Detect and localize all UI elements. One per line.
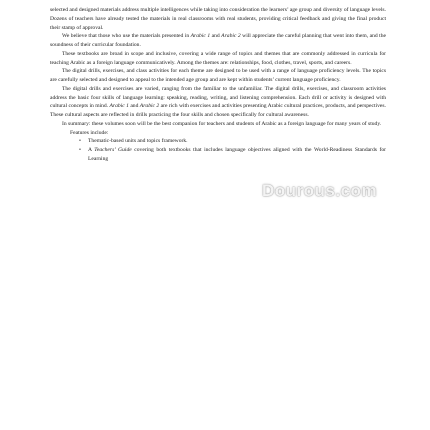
feature-list [50,137,386,163]
text-run: and [128,103,140,110]
feature-item [50,137,386,146]
watermark: Dourous.com [262,181,378,200]
italic-text: Arabic 2 [139,103,160,110]
italic-text: Arabic 1 [190,33,211,40]
text-run: In summary: these volumes soon will be the best companion for teachers and students of Arabic as a foreign language for many years of study. [62,120,382,127]
text-column [50,6,386,164]
italic-text: Teachers’ Guide [94,147,132,153]
paragraph [50,32,386,50]
text-run: covering both textbooks that includes language objectives aligned with the World-Readiness Standards for Learning [88,147,386,162]
italic-text: Arabic 2 [221,33,241,40]
text-run: A [88,147,95,153]
paragraph [50,120,386,129]
text-run: The digital drills, exercises, and class activities for each theme are designed to be used with a range of language proficiency levels. The topics are carefully selected and designed to appeal to the intended age group and are kept within students’ current language proficiency. [50,68,386,83]
text-run: and [210,33,222,40]
paragraph [50,85,386,120]
text-run: These textbooks are broad in scope and inclusive, covering a wide range of topics and themes that are commonly addressed in curricula for teaching Arabic as a foreign language communicatively. Among the themes are: relationships, food, clothes, travel, sports, and careers. [50,50,386,66]
paragraph [50,6,386,32]
bullet-icon: • [79,138,81,145]
feature-item [50,146,386,164]
text-run: selected and designed materials address multiple intelligences while taking into consideration the learners’ age group and diversity of language levels. Dozens of teachers have already tested the materials in real classrooms with real students, providing critical feedback and giving the final product their stamp of approval. [50,7,386,31]
features-title: Features include: [70,129,109,136]
bullet-icon: • [79,147,81,153]
text-run: will appreciate the careful planning that went into them, and the soundness of their curricular foundation. [50,33,386,48]
text-run: Thematic-based units and topics framework. [88,138,188,145]
paragraph [50,50,386,68]
italic-text: Arabic 1 [109,103,129,110]
paragraph [50,67,386,85]
text-run: We believe that those who use the materials presented in [62,33,191,40]
text-run: The digital drills and exercises are varied, ranging from the familiar to the unfamiliar. The digital drills, exercises, and classroom activities address the basic four skills of language learning: speaking, reading, writing, and listening comprehension. Each drill or activity is designed with cultural concepts in mind. [50,85,386,110]
text-run: are rich with exercises and activities presenting Arabic cultural practices, products, and perspectives. These cultural aspects are reflected in drills practicing the four skills and chosen specifically for cultural awareness. [50,103,386,118]
